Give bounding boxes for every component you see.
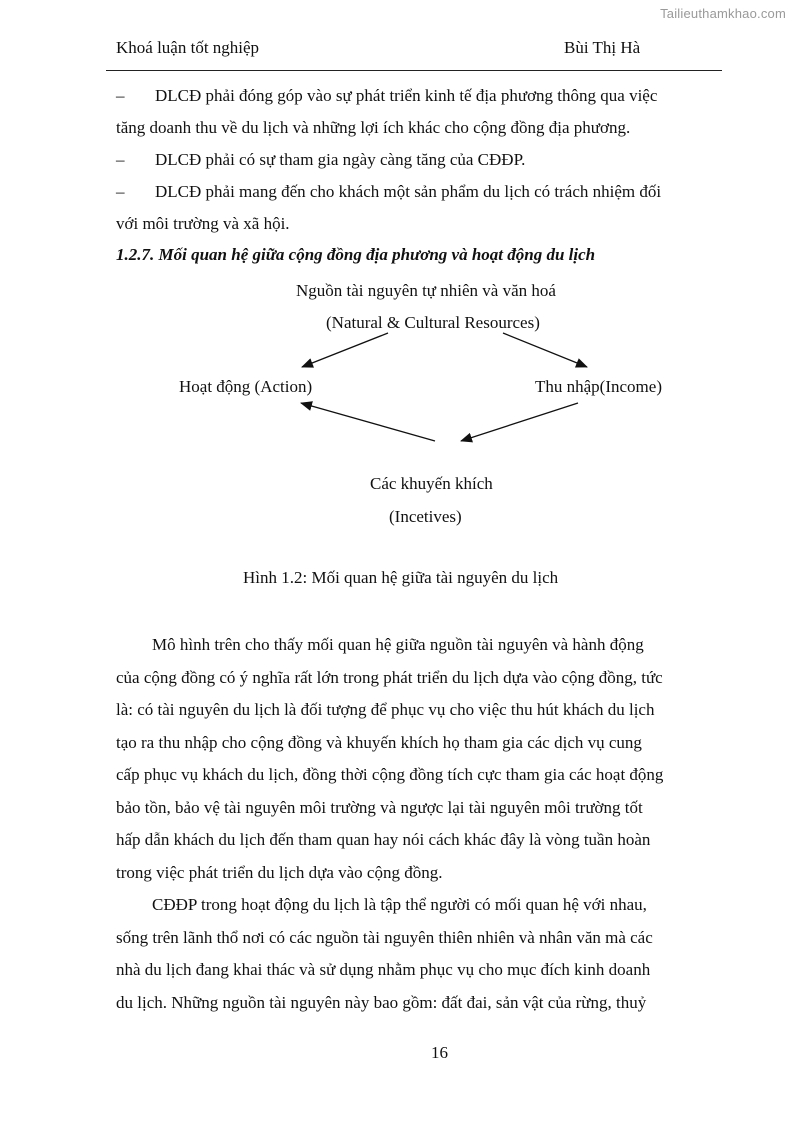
page-number: 16 (431, 1043, 448, 1062)
bullet-dash: – (116, 150, 125, 169)
arrow-resources-to-income (503, 333, 587, 367)
bullet-dash: – (116, 86, 125, 105)
watermark: Tailieuthamkhao.com (660, 6, 786, 21)
paragraph-1 (116, 629, 720, 889)
header-right: Bùi Thị Hà (564, 38, 641, 57)
paragraph-line: hấp dẫn khách du lịch đến tham quan hay nói cách khác đây là vòng tuần hoàn (116, 830, 651, 849)
paragraph-line: tạo ra thu nhập cho cộng đồng và khuyến khích họ tham gia các dịch vụ cung (116, 732, 642, 752)
bullet-dash: – (116, 182, 125, 201)
paragraph-line: Mô hình trên cho thấy mối quan hệ giữa nguồn tài nguyên và hành động (152, 635, 644, 654)
arrow-resources-to-action (302, 333, 388, 367)
bullet-line: tăng doanh thu về du lịch và những lợi ích khác cho cộng đồng địa phương. (116, 118, 631, 137)
bullet-line: với môi trường và xã hội. (116, 214, 290, 233)
paragraph-line: sống trên lãnh thổ nơi có các nguồn tài nguyên thiên nhiên và nhân văn mà các (116, 927, 653, 947)
paragraph-line: của cộng đồng có ý nghĩa rất lớn trong phát triển du lịch dựa vào cộng đồng, tức (116, 667, 663, 687)
bullet-line: DLCĐ phải đóng góp vào sự phát triển kinh tế địa phương thông qua việc (155, 86, 658, 105)
paragraph-2 (116, 889, 720, 1019)
diagram-bottom-label: Các khuyến khích (370, 474, 493, 493)
paragraph-line: cấp phục vụ khách du lịch, đồng thời cộng đồng tích cực tham gia các hoạt động (116, 765, 664, 784)
arrow-income-to-incentives (461, 403, 578, 441)
section-heading: 1.2.7. Mối quan hệ giữa cộng đồng địa phương và hoạt động du lịch (116, 245, 596, 264)
diagram-top-label: Nguồn tài nguyên tự nhiên và văn hoá (296, 281, 556, 300)
bullet-line: DLCĐ phải có sự tham gia ngày càng tăng của CĐĐP. (155, 150, 526, 169)
paragraph-line: là: có tài nguyên du lịch là đối tượng để phục vụ cho việc thu hút khách du lịch (116, 700, 655, 719)
arrow-incentives-to-action (301, 403, 435, 441)
diagram-bottom-sublabel: (Incetives) (389, 507, 462, 526)
diagram-top-sublabel: (Natural & Cultural Resources) (326, 313, 540, 332)
paragraph-line: du lịch. Những nguồn tài nguyên này bao gồm: đất đai, sản vật của rừng, thuỷ (116, 992, 647, 1012)
diagram-left-label: Hoạt động (Action) (179, 377, 313, 396)
paragraph-line: trong việc phát triển du lịch dựa vào cộng đồng. (116, 862, 443, 882)
header-left: Khoá luận tốt nghiệp (116, 38, 260, 57)
paragraph-line: nhà du lịch đang khai thác và sử dụng nhằm phục vụ cho mục đích kinh doanh (116, 960, 651, 979)
paragraph-line: CĐĐP trong hoạt động du lịch là tập thể người có mối quan hệ với nhau, (152, 895, 647, 914)
bullet-line: DLCĐ phải mang đến cho khách một sản phẩm du lịch có trách nhiệm đối (155, 182, 662, 201)
diagram-right-label: Thu nhập(Income) (535, 377, 662, 396)
paragraph-line: bảo tồn, bảo vệ tài nguyên môi trường và ngược lại tài nguyên môi trường tốt (116, 797, 643, 817)
